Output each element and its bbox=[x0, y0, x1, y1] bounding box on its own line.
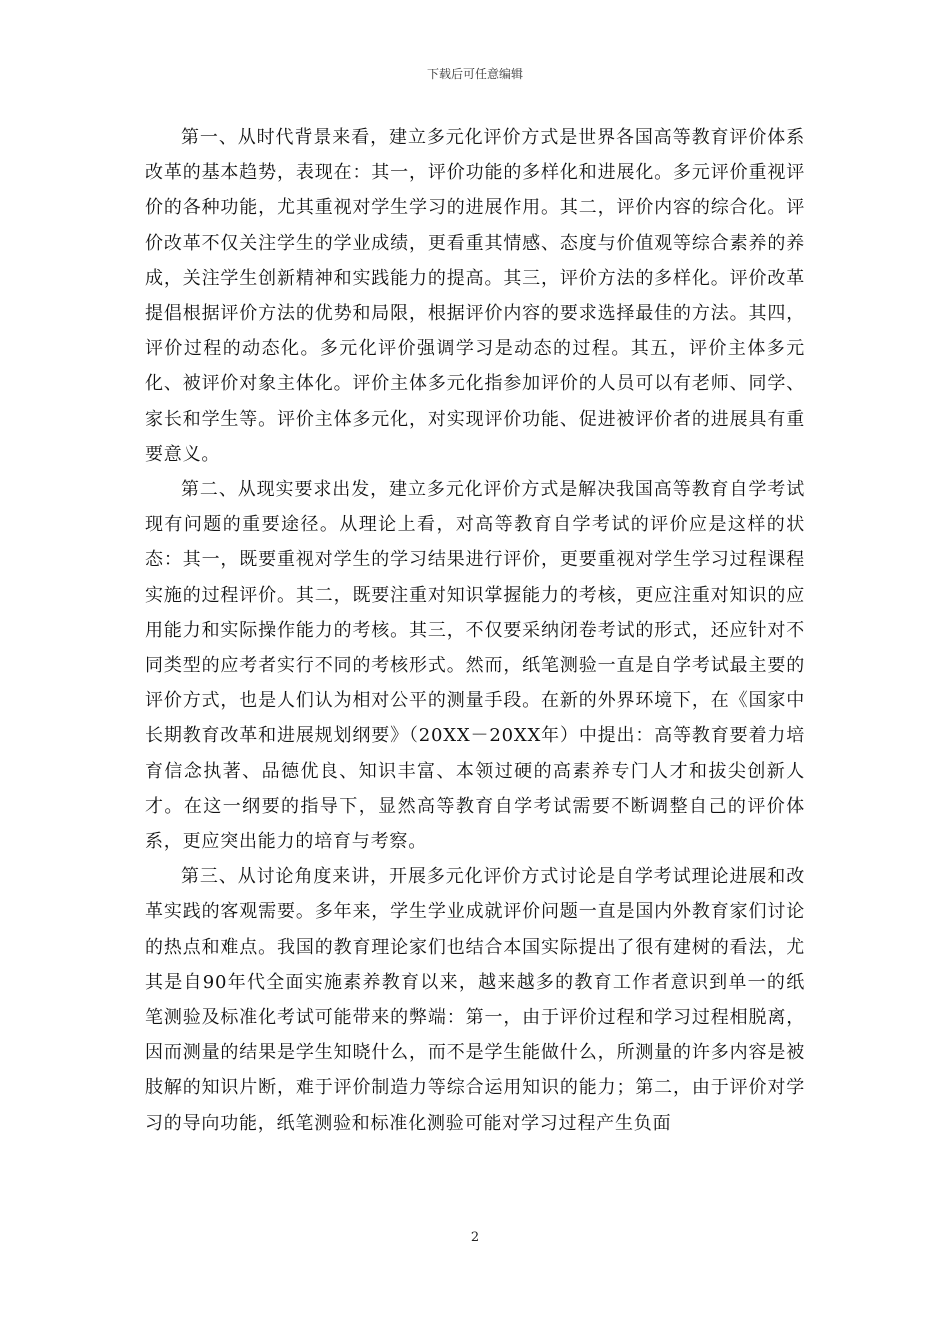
page-number: 2 bbox=[470, 1230, 480, 1245]
paragraph-1: 第一、从时代背景来看，建立多元化评价方式是世界各国高等教育评价体系改革的基本趋势，表现在：其一，评价功能的多样化和进展化。多元评价重视评价的各种功能，尤其重视对学生学习的进展作用。其二，评价内容的综合化。评价改革不仅关注学生的学业成绩，更看重其情感、态度与价值观等综合素养的养成，关注学生创新精神和实践能力的提高。其三，评价方法的多样化。评价改革提倡根据评价方法的优势和局限，根据评价内容的要求选择最佳的方法。其四，评价过程的动态化。多元化评价强调学习是动态的过程。其五，评价主体多元化、被评价对象主体化。评价主体多元化指参加评价的人员可以有老师、同学、家长和学生等。评价主体多元化，对实现评价功能、促进被评价者的进展具有重要意义。 bbox=[145, 127, 805, 465]
document-body bbox=[145, 120, 805, 1141]
paragraph-2: 第二、从现实要求出发，建立多元化评价方式是解决我国高等教育自学考试现有问题的重要途径。从理论上看，对高等教育自学考试的评价应是这样的状态：其一，既要重视对学生的学习结果进行评价，更要重视对学生学习过程课程实施的过程评价。其二，既要注重对知识掌握能力的考核，更应注重对知识的应用能力和实际操作能力的考核。其三，不仅要采纳闭卷考试的形式，还应针对不同类型的应考者实行不同的考核形式。然而，纸笔测验一直是自学考试最主要的评价方式，也是人们认为相对公平的测量手段。在新的外界环境下，在《国家中长期教育改革和进展规划纲要》（20XX－20XX年）中提出：高等教育要着力培育信念执著、品德优良、知识丰富、本领过硬的高素养专门人才和拔尖创新人才。在这一纲要的指导下，显然高等教育自学考试需要不断调整自己的评价体系，更应突出能力的培育与考察。 bbox=[145, 479, 805, 853]
paragraph-3: 第三、从讨论角度来讲，开展多元化评价方式讨论是自学考试理论进展和改革实践的客观需要。多年来，学生学业成就评价问题一直是国内外教育家们讨论的热点和难点。我国的教育理论家们也结合本国实际提出了很有建树的看法，尤其是自90年代全面实施素养教育以来，越来越多的教育工作者意识到单一的纸笔测验及标准化考试可能带来的弊端：第一，由于评价过程和学习过程相脱离，因而测量的结果是学生知晓什么，而不是学生能做什么，所测量的许多内容是被肢解的知识片断，难于评价制造力等综合运用知识的能力；第二，由于评价对学习的导向功能，纸笔测验和标准化测验可能对学习过程产生负面 bbox=[145, 866, 805, 1134]
page-header: 下载后可任意编辑 bbox=[426, 67, 523, 81]
